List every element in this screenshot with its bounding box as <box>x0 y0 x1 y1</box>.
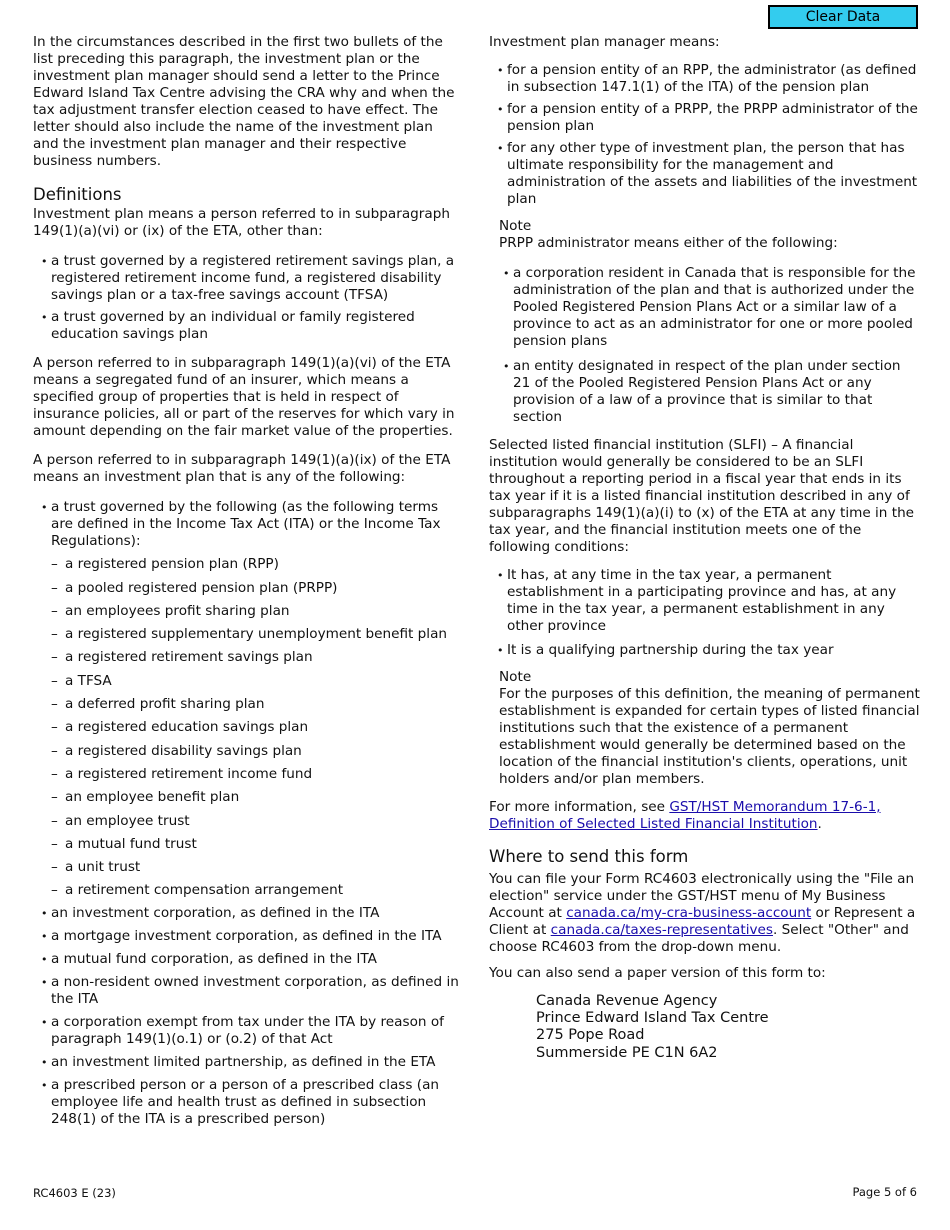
list-item: – a mutual fund trust <box>33 836 461 853</box>
registered-plans-list <box>33 556 461 899</box>
more-info-suffix: . <box>817 816 822 832</box>
list-item: • It is a qualifying partnership during the tax year <box>489 642 921 659</box>
subparagraph-vi-paragraph: A person referred to in subparagraph 149(1)(a)(vi) of the ETA means a segregated fund of an insurer, which means a specified group of properties that is held in respect of insurance policies, all or part of the reserves for which vary in amount depending on the fair market value of the properties. <box>33 355 455 439</box>
left-column <box>33 34 461 1128</box>
list-item: – a unit trust <box>33 859 461 876</box>
list-item: – an employees profit sharing plan <box>33 603 461 620</box>
address-line: Prince Edward Island Tax Centre <box>536 1010 769 1027</box>
right-column <box>489 34 921 1062</box>
investment-plan-definition: Investment plan means a person referred to in subparagraph 149(1)(a)(vi) or (ix) of the ETA, other than: <box>33 206 450 239</box>
list-item <box>33 499 461 550</box>
list-item: • a prescribed person or a person of a prescribed class (an employee life and health trust as defined in subsection 248(1) of the ITA is a prescribed person) <box>33 1077 461 1128</box>
file-suffix: . Select "Other" and choose RC4603 from the drop-down menu. <box>489 922 909 955</box>
definitions-heading: Definitions <box>33 185 122 204</box>
list-item: • a mortgage investment corporation, as defined in the ITA <box>33 928 461 945</box>
electronic-filing-paragraph <box>489 871 921 956</box>
gst-hst-memorandum-link[interactable]: GST/HST Memorandum 17-6-1, Definition of Selected Listed Financial Institution <box>489 799 881 832</box>
list-item: – a registered education savings plan <box>33 719 461 736</box>
page-number: Page 5 of 6 <box>852 1185 917 1199</box>
list-item: – a registered pension plan (RPP) <box>33 556 461 573</box>
list-item: – a registered disability savings plan <box>33 743 461 760</box>
prpp-administrator-list <box>499 265 921 426</box>
investment-plan-types-list <box>33 499 461 550</box>
list-item: • It has, at any time in the tax year, a permanent establishment in a participating province and has, at any time in the tax year, a permanent establishment in any other province <box>489 567 921 635</box>
list-item: • a trust governed by an individual or family registered education savings plan <box>33 309 461 343</box>
more-info-paragraph <box>489 799 921 833</box>
note-text: PRPP administrator means either of the following: <box>499 235 838 251</box>
my-business-account-link[interactable]: canada.ca/my-cra-business-account <box>566 905 812 921</box>
list-item: • a corporation exempt from tax under the ITA by reason of paragraph 149(1)(o.1) or (o.2) of that Act <box>33 1014 461 1048</box>
mailing-address <box>489 993 921 1062</box>
list-item: • an investment corporation, as defined in the ITA <box>33 905 461 922</box>
address-line: Summerside PE C1N 6A2 <box>536 1044 718 1061</box>
paper-version-paragraph: You can also send a paper version of this form to: <box>489 965 826 981</box>
note-label: Note <box>499 218 532 234</box>
list-item: – a TFSA <box>33 673 461 690</box>
list-item: • for a pension entity of an RPP, the administrator (as defined in subsection 147.1(1) of the ITA) of the pension plan <box>489 62 921 96</box>
file-mid: or Represent a Client at <box>489 905 916 938</box>
file-prefix: You can file your Form RC4603 electronically using the "File an election" service under the GST/HST menu of My Business Account at <box>489 871 915 921</box>
list-item: • a trust governed by a registered retirement savings plan, a registered retirement income fund, a registered disability savings plan or a tax-free savings account (TFSA) <box>33 253 461 304</box>
more-info-prefix: For more information, see <box>489 799 670 815</box>
other-entities-list <box>33 905 461 1128</box>
form-identifier: RC4603 E (23) <box>33 1186 116 1200</box>
permanent-establishment-note <box>489 669 921 788</box>
exclusions-list <box>33 253 461 343</box>
trust-intro-text: a trust governed by the following (as the following terms are defined in the Income Tax Act (ITA) or the Income Tax Regulations): <box>51 499 441 549</box>
slfi-definition: Selected listed financial institution (SLFI) – A financial institution would generally be considered to be an SLFI throughout a reporting period in a fiscal year that ends in its tax year if it is a listed financial institution described in any of subparagraphs 149(1)(a)(i) to (x) of the ETA at any time in the tax year, and the financial institution meets one of the following conditions: <box>489 437 915 555</box>
list-item: – an employee benefit plan <box>33 789 461 806</box>
investment-plan-manager-definition: Investment plan manager means: <box>489 34 720 50</box>
list-item: • for any other type of investment plan, the person that has ultimate responsibility for the management and administration of the assets and liabilities of the investment plan <box>489 140 921 208</box>
represent-a-client-link[interactable]: canada.ca/taxes-representatives <box>550 922 773 938</box>
list-item: – an employee trust <box>33 813 461 830</box>
list-item: • an entity designated in respect of the plan under section 21 of the Pooled Registered Pension Plans Act or any provision of a law of a province that is similar to that section <box>499 358 921 426</box>
note-label: Note <box>499 669 532 685</box>
list-item: – a pooled registered pension plan (PRPP) <box>33 580 461 597</box>
prpp-note <box>489 218 921 426</box>
list-item: – a registered retirement income fund <box>33 766 461 783</box>
list-item: – a registered supplementary unemployment benefit plan <box>33 626 461 643</box>
list-item: • a corporation resident in Canada that is responsible for the administration of the plan and that is authorized under the Pooled Registered Pension Plans Act or a similar law of a province to act as an administrator for one or more pooled pension plans <box>499 265 921 350</box>
intro-paragraph: In the circumstances described in the first two bullets of the list preceding this paragraph, the investment plan or the investment plan manager should send a letter to the Prince Edward Island Tax Centre advising the CRA why and when the tax adjustment transfer election ceased to have effect. The letter should also include the name of the investment plan and the investment plan manager and their respective business numbers. <box>33 34 455 169</box>
list-item: • for a pension entity of a PRPP, the PRPP administrator of the pension plan <box>489 101 921 135</box>
address-line: 275 Pope Road <box>536 1027 645 1044</box>
slfi-conditions-list <box>489 567 921 659</box>
where-to-send-heading: Where to send this form <box>489 847 689 866</box>
note-text: For the purposes of this definition, the meaning of permanent establishment is expanded for certain types of listed financial institutions such that the existence of a permanent establishment would generally be determined based on the location of the financial institution's clients, operations, unit holders and/or plan members. <box>499 686 920 787</box>
list-item: – a deferred profit sharing plan <box>33 696 461 713</box>
list-item: • a non-resident owned investment corporation, as defined in the ITA <box>33 974 461 1008</box>
list-item: • a mutual fund corporation, as defined in the ITA <box>33 951 461 968</box>
manager-list <box>489 62 921 208</box>
list-item: – a registered retirement savings plan <box>33 649 461 666</box>
list-item: • an investment limited partnership, as defined in the ETA <box>33 1054 461 1071</box>
subparagraph-ix-paragraph: A person referred to in subparagraph 149(1)(a)(ix) of the ETA means an investment plan that is any of the following: <box>33 452 451 485</box>
clear-data-button[interactable]: Clear Data <box>768 5 918 29</box>
list-item: – a retirement compensation arrangement <box>33 882 461 899</box>
address-line: Canada Revenue Agency <box>536 993 718 1009</box>
